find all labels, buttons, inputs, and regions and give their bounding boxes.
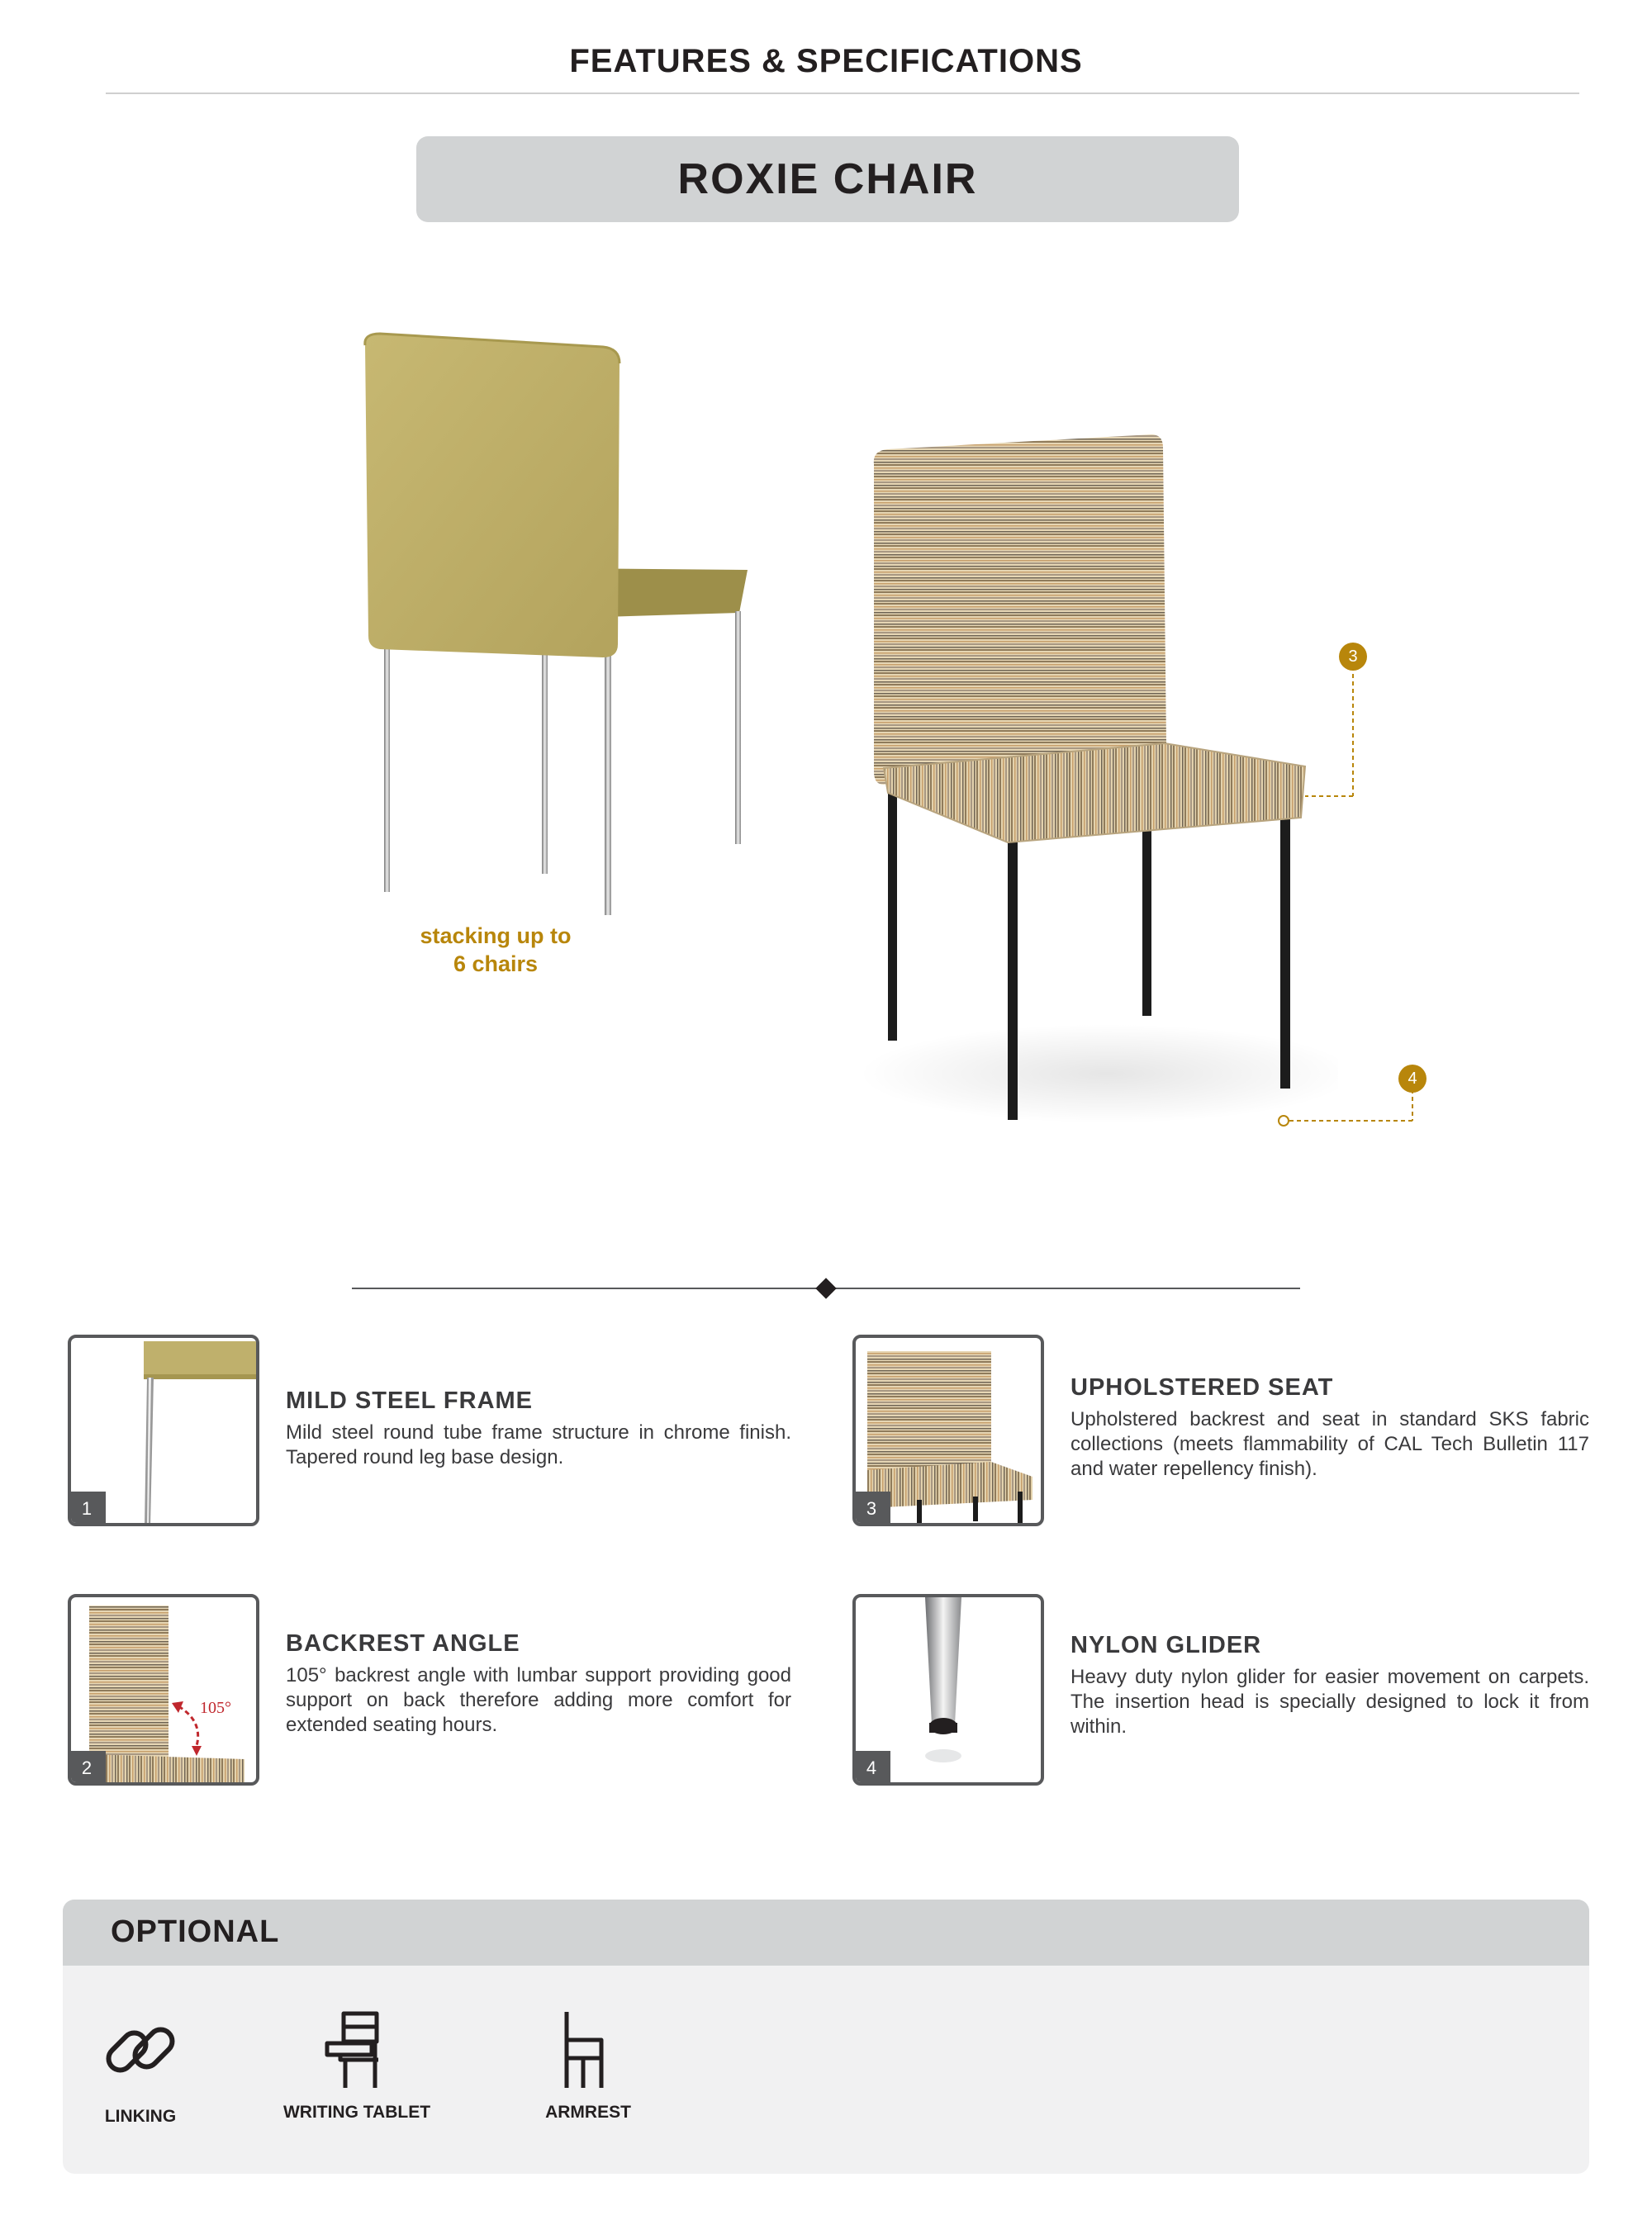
feature-2-number: 2 xyxy=(68,1751,106,1786)
link-icon xyxy=(99,2009,182,2091)
callout-4-badge xyxy=(1398,1065,1427,1093)
stacking-note-line1: stacking up to xyxy=(420,923,572,948)
feature-4-image xyxy=(852,1594,1044,1786)
product-title-bar xyxy=(416,136,1239,222)
header-divider xyxy=(106,92,1579,94)
feature-2-image xyxy=(68,1594,259,1786)
feature-3-number: 3 xyxy=(852,1492,890,1526)
optional-item-writing-tablet xyxy=(274,2009,439,2123)
callout-3-label: 3 xyxy=(1348,647,1358,666)
callout-4-label: 4 xyxy=(1408,1069,1417,1088)
writing-tablet-icon xyxy=(316,2009,398,2091)
feature-3-image xyxy=(852,1335,1044,1526)
feature-4-description: Heavy duty nylon glider for easier movement on carpets. The insertion head is specially designed to lock it from within. xyxy=(1070,1666,1589,1738)
section-divider xyxy=(347,1272,1305,1305)
optional-item-linking xyxy=(99,2009,182,2127)
angle-label: 105° xyxy=(200,1699,231,1717)
page-header: FEATURES & SPECIFICATIONS xyxy=(569,43,1083,79)
optional-label-armrest: ARMREST xyxy=(545,2103,631,2122)
optional-label-linking: LINKING xyxy=(104,2107,177,2126)
optional-item-armrest xyxy=(530,2009,646,2123)
feature-3-description: Upholstered backrest and seat in standard SKS fabric collections (meets flammability of CAL Tech Bulletin 117 and water repellency finish). xyxy=(1070,1408,1589,1480)
feature-1-image xyxy=(68,1335,259,1526)
callout-3-badge xyxy=(1339,643,1367,671)
optional-label-writing-tablet: WRITING TABLET xyxy=(282,2103,431,2122)
armrest-icon xyxy=(547,2009,629,2091)
feature-2-title: BACKREST ANGLE xyxy=(286,1630,520,1657)
feature-1-description: Mild steel round tube frame structure in chrome finish. Tapered round leg base design. xyxy=(286,1421,791,1468)
feature-4-number: 4 xyxy=(852,1751,890,1786)
product-title: ROXIE CHAIR xyxy=(677,155,978,203)
stacking-note xyxy=(363,922,628,978)
optional-header xyxy=(63,1900,1589,1966)
feature-4-title: NYLON GLIDER xyxy=(1070,1632,1262,1658)
stacking-note-line2: 6 chairs xyxy=(453,951,539,976)
feature-3-title: UPHOLSTERED SEAT xyxy=(1070,1374,1334,1401)
feature-1-title: MILD STEEL FRAME xyxy=(286,1388,534,1414)
chair-front-view-image xyxy=(826,429,1338,1173)
chair-back-view-image xyxy=(314,330,776,925)
optional-panel xyxy=(63,1900,1589,2174)
optional-title: OPTIONAL xyxy=(111,1914,280,1949)
feature-1-number: 1 xyxy=(68,1492,106,1526)
feature-2-description: 105° backrest angle with lumbar support providing good support on back therefore adding more comfort for extended seating hours. xyxy=(286,1664,791,1736)
